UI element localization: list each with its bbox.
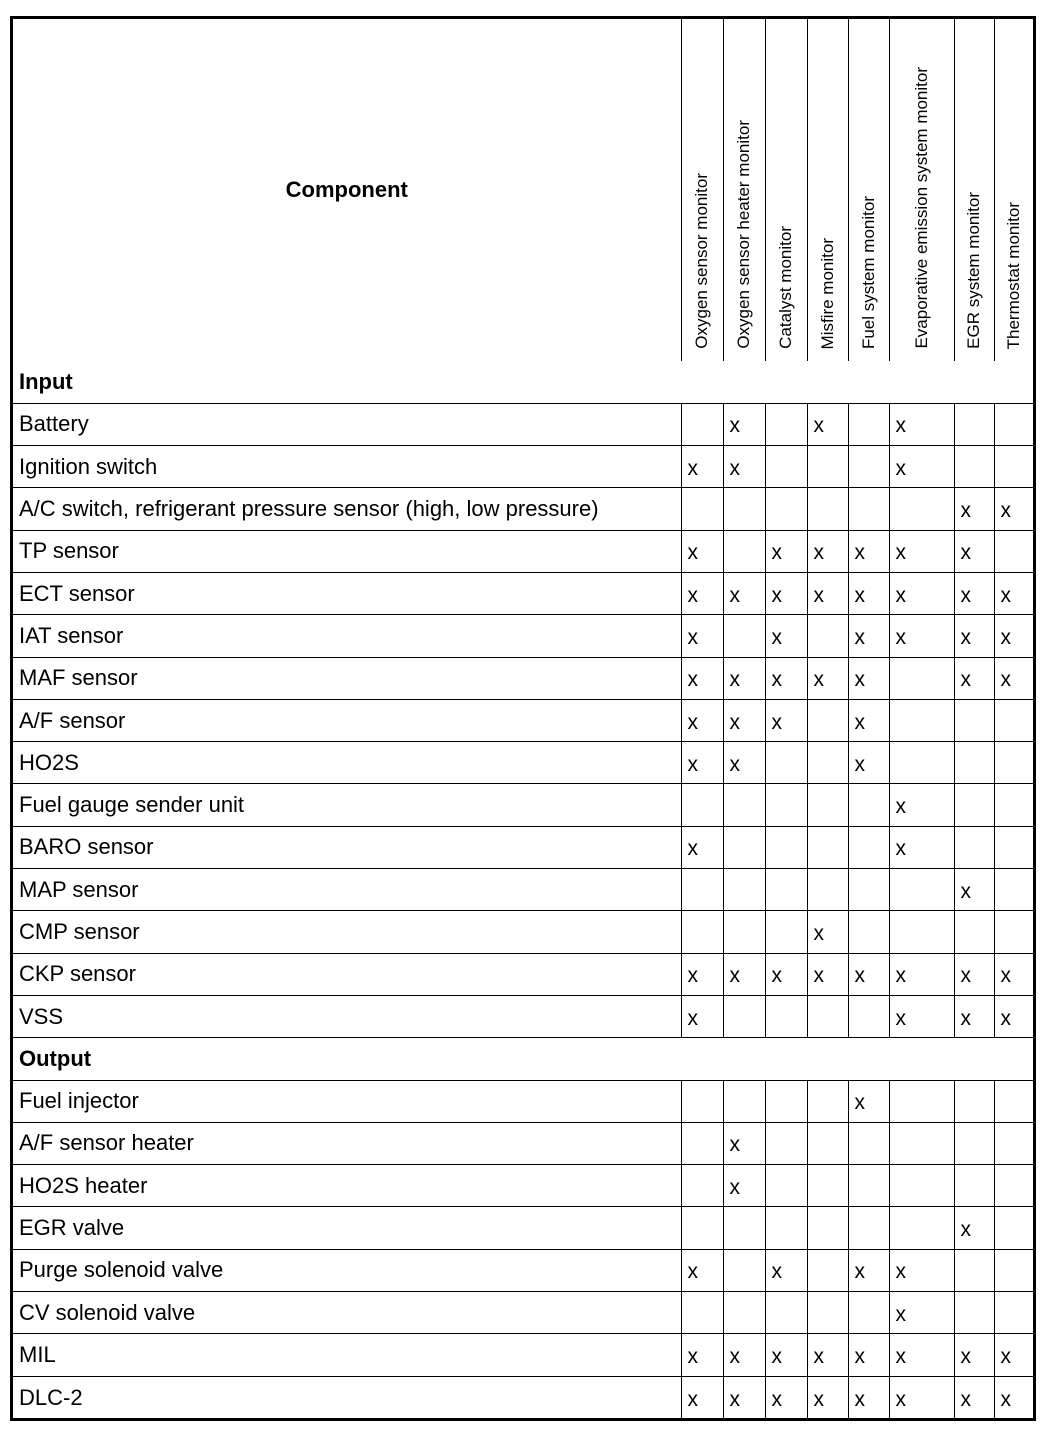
component-name: HO2S heater xyxy=(13,1165,681,1207)
mark-cell xyxy=(889,1165,954,1207)
mark-cell xyxy=(765,1080,807,1122)
mark-cell xyxy=(807,1165,848,1207)
mark-cell: x xyxy=(889,403,954,445)
mark-cell: x xyxy=(723,699,765,741)
mark-cell: x xyxy=(807,657,848,699)
mark-cell: x xyxy=(807,953,848,995)
monitor-header-label: Oxygen sensor heater monitor xyxy=(734,120,753,349)
component-name: Purge solenoid valve xyxy=(13,1249,681,1291)
component-name: HO2S xyxy=(13,742,681,784)
mark-cell: x xyxy=(954,488,994,530)
mark-cell xyxy=(807,869,848,911)
mark-cell xyxy=(994,699,1033,741)
table-row xyxy=(13,446,1033,488)
monitor-component-table xyxy=(13,19,1033,1418)
mark-cell xyxy=(889,911,954,953)
mark-cell: x xyxy=(889,615,954,657)
mark-cell xyxy=(807,1080,848,1122)
monitor-header-label: Oxygen sensor monitor xyxy=(692,173,711,349)
mark-cell xyxy=(765,995,807,1037)
monitor-header-label: EGR system monitor xyxy=(964,192,983,349)
table-body xyxy=(13,361,1033,1418)
component-name: DLC-2 xyxy=(13,1376,681,1418)
mark-cell xyxy=(994,826,1033,868)
mark-cell: x xyxy=(681,953,723,995)
mark-cell: x xyxy=(994,953,1033,995)
mark-cell xyxy=(954,1122,994,1164)
mark-cell xyxy=(994,1122,1033,1164)
table-row xyxy=(13,1122,1033,1164)
header-row xyxy=(13,19,1033,361)
mark-cell xyxy=(807,446,848,488)
table-row xyxy=(13,826,1033,868)
mark-cell xyxy=(848,869,889,911)
mark-cell xyxy=(848,446,889,488)
section-label: Output xyxy=(13,1038,1033,1080)
mark-cell: x xyxy=(889,953,954,995)
component-name: MIL xyxy=(13,1334,681,1376)
mark-cell xyxy=(889,869,954,911)
table-row xyxy=(13,699,1033,741)
mark-cell xyxy=(954,1292,994,1334)
mark-cell: x xyxy=(723,742,765,784)
mark-cell xyxy=(994,911,1033,953)
mark-cell xyxy=(807,615,848,657)
mark-cell xyxy=(765,488,807,530)
table-row xyxy=(13,657,1033,699)
mark-cell: x xyxy=(954,869,994,911)
mark-cell xyxy=(807,488,848,530)
mark-cell xyxy=(994,784,1033,826)
table-row xyxy=(13,911,1033,953)
monitor-header xyxy=(765,19,807,361)
mark-cell: x xyxy=(889,1376,954,1418)
section-row-input xyxy=(13,361,1033,403)
mark-cell xyxy=(994,869,1033,911)
mark-cell: x xyxy=(848,1334,889,1376)
mark-cell xyxy=(681,488,723,530)
component-header: Component xyxy=(13,19,681,361)
mark-cell xyxy=(848,403,889,445)
mark-cell xyxy=(723,784,765,826)
mark-cell xyxy=(723,869,765,911)
mark-cell xyxy=(765,911,807,953)
mark-cell xyxy=(807,784,848,826)
mark-cell: x xyxy=(681,699,723,741)
mark-cell: x xyxy=(765,657,807,699)
monitor-header-label: Misfire monitor xyxy=(817,237,837,349)
mark-cell xyxy=(681,403,723,445)
table-row xyxy=(13,1376,1033,1418)
mark-cell: x xyxy=(681,657,723,699)
mark-cell xyxy=(807,1207,848,1249)
component-name: CV solenoid valve xyxy=(13,1292,681,1334)
mark-cell xyxy=(765,1292,807,1334)
component-name: TP sensor xyxy=(13,530,681,572)
mark-cell: x xyxy=(723,657,765,699)
table-row xyxy=(13,1249,1033,1291)
component-name: VSS xyxy=(13,995,681,1037)
monitor-header xyxy=(681,19,723,361)
mark-cell xyxy=(681,1122,723,1164)
mark-cell: x xyxy=(681,530,723,572)
mark-cell: x xyxy=(681,742,723,784)
component-name: MAF sensor xyxy=(13,657,681,699)
mark-cell: x xyxy=(723,1122,765,1164)
mark-cell xyxy=(994,1207,1033,1249)
mark-cell xyxy=(889,742,954,784)
mark-cell: x xyxy=(848,742,889,784)
monitor-header xyxy=(954,19,994,361)
mark-cell: x xyxy=(765,953,807,995)
table-row xyxy=(13,784,1033,826)
mark-cell: x xyxy=(681,995,723,1037)
component-name: Battery xyxy=(13,403,681,445)
mark-cell: x xyxy=(807,530,848,572)
table-row xyxy=(13,572,1033,614)
mark-cell xyxy=(848,826,889,868)
table-row xyxy=(13,615,1033,657)
mark-cell xyxy=(848,911,889,953)
mark-cell: x xyxy=(723,1376,765,1418)
mark-cell: x xyxy=(994,1334,1033,1376)
mark-cell xyxy=(954,911,994,953)
table-row xyxy=(13,1334,1033,1376)
table-row xyxy=(13,530,1033,572)
mark-cell: x xyxy=(765,1376,807,1418)
mark-cell: x xyxy=(765,1334,807,1376)
mark-cell xyxy=(848,995,889,1037)
mark-cell xyxy=(681,1080,723,1122)
table-row xyxy=(13,1207,1033,1249)
mark-cell xyxy=(994,1080,1033,1122)
mark-cell xyxy=(994,1292,1033,1334)
mark-cell: x xyxy=(681,446,723,488)
mark-cell: x xyxy=(848,530,889,572)
mark-cell xyxy=(807,1292,848,1334)
mark-cell xyxy=(723,1080,765,1122)
mark-cell xyxy=(848,1122,889,1164)
mark-cell xyxy=(889,1122,954,1164)
mark-cell xyxy=(954,742,994,784)
component-name: A/C switch, refrigerant pressure sensor (high, low pressure) xyxy=(13,488,681,530)
mark-cell: x xyxy=(889,1292,954,1334)
mark-cell: x xyxy=(889,1334,954,1376)
table-row xyxy=(13,869,1033,911)
mark-cell: x xyxy=(765,572,807,614)
mark-cell xyxy=(954,1080,994,1122)
mark-cell: x xyxy=(807,1334,848,1376)
mark-cell: x xyxy=(954,615,994,657)
table-row xyxy=(13,742,1033,784)
component-name: Ignition switch xyxy=(13,446,681,488)
mark-cell: x xyxy=(994,657,1033,699)
mark-cell: x xyxy=(994,995,1033,1037)
mark-cell xyxy=(848,1292,889,1334)
table-row xyxy=(13,1165,1033,1207)
mark-cell xyxy=(723,1249,765,1291)
mark-cell xyxy=(807,1122,848,1164)
mark-cell: x xyxy=(723,572,765,614)
mark-cell xyxy=(994,1165,1033,1207)
monitor-header-label: Catalyst monitor xyxy=(776,226,795,349)
monitor-header-label: Fuel system monitor xyxy=(858,195,878,349)
component-name: CMP sensor xyxy=(13,911,681,953)
mark-cell: x xyxy=(994,615,1033,657)
component-name: ECT sensor xyxy=(13,572,681,614)
mark-cell: x xyxy=(681,826,723,868)
mark-cell: x xyxy=(848,657,889,699)
component-name: EGR valve xyxy=(13,1207,681,1249)
mark-cell: x xyxy=(681,1334,723,1376)
mark-cell: x xyxy=(723,403,765,445)
component-name: CKP sensor xyxy=(13,953,681,995)
mark-cell: x xyxy=(848,953,889,995)
mark-cell: x xyxy=(954,995,994,1037)
mark-cell xyxy=(681,1292,723,1334)
mark-cell xyxy=(889,657,954,699)
mark-cell xyxy=(994,403,1033,445)
mark-cell xyxy=(681,784,723,826)
mark-cell xyxy=(889,699,954,741)
mark-cell: x xyxy=(848,1080,889,1122)
monitor-header xyxy=(807,19,848,361)
section-row-output xyxy=(13,1038,1033,1080)
mark-cell xyxy=(807,826,848,868)
mark-cell xyxy=(954,1249,994,1291)
mark-cell: x xyxy=(994,488,1033,530)
mark-cell xyxy=(723,826,765,868)
mark-cell: x xyxy=(765,530,807,572)
mark-cell xyxy=(681,911,723,953)
mark-cell xyxy=(681,1207,723,1249)
mark-cell: x xyxy=(994,572,1033,614)
mark-cell xyxy=(765,1207,807,1249)
mark-cell xyxy=(848,1207,889,1249)
mark-cell: x xyxy=(954,1334,994,1376)
mark-cell: x xyxy=(848,699,889,741)
mark-cell: x xyxy=(723,1334,765,1376)
mark-cell: x xyxy=(889,995,954,1037)
mark-cell: x xyxy=(723,953,765,995)
mark-cell xyxy=(723,615,765,657)
mark-cell xyxy=(889,488,954,530)
mark-cell xyxy=(723,1292,765,1334)
monitor-header xyxy=(848,19,889,361)
mark-cell xyxy=(954,826,994,868)
mark-cell: x xyxy=(848,1249,889,1291)
table-row xyxy=(13,1292,1033,1334)
mark-cell xyxy=(723,911,765,953)
mark-cell xyxy=(848,1165,889,1207)
mark-cell: x xyxy=(681,572,723,614)
monitor-header xyxy=(889,19,954,361)
mark-cell xyxy=(681,869,723,911)
component-name: MAP sensor xyxy=(13,869,681,911)
mark-cell: x xyxy=(954,572,994,614)
mark-cell: x xyxy=(848,572,889,614)
mark-cell xyxy=(723,995,765,1037)
mark-cell: x xyxy=(765,699,807,741)
mark-cell xyxy=(765,1165,807,1207)
mark-cell: x xyxy=(848,615,889,657)
mark-cell: x xyxy=(954,657,994,699)
mark-cell xyxy=(681,1165,723,1207)
monitor-header-label: Evaporative emission system monitor xyxy=(911,67,931,349)
component-name: BARO sensor xyxy=(13,826,681,868)
mark-cell: x xyxy=(954,953,994,995)
mark-cell: x xyxy=(954,1207,994,1249)
table-row xyxy=(13,488,1033,530)
mark-cell: x xyxy=(994,1376,1033,1418)
section-label: Input xyxy=(13,361,1033,403)
component-name: IAT sensor xyxy=(13,615,681,657)
mark-cell: x xyxy=(723,446,765,488)
mark-cell: x xyxy=(807,572,848,614)
mark-cell: x xyxy=(889,1249,954,1291)
mark-cell: x xyxy=(889,784,954,826)
mark-cell xyxy=(889,1207,954,1249)
table-row xyxy=(13,995,1033,1037)
mark-cell: x xyxy=(848,1376,889,1418)
monitor-header xyxy=(994,19,1033,361)
table-row xyxy=(13,403,1033,445)
mark-cell xyxy=(807,699,848,741)
table-row xyxy=(13,953,1033,995)
mark-cell xyxy=(765,784,807,826)
mark-cell xyxy=(765,742,807,784)
mark-cell xyxy=(807,995,848,1037)
mark-cell xyxy=(994,1249,1033,1291)
mark-cell: x xyxy=(807,1376,848,1418)
mark-cell: x xyxy=(889,446,954,488)
mark-cell xyxy=(765,1122,807,1164)
monitor-header xyxy=(723,19,765,361)
mark-cell xyxy=(954,1165,994,1207)
mark-cell xyxy=(848,784,889,826)
mark-cell xyxy=(954,403,994,445)
mark-cell: x xyxy=(889,572,954,614)
mark-cell xyxy=(807,1249,848,1291)
component-name: A/F sensor heater xyxy=(13,1122,681,1164)
mark-cell xyxy=(848,488,889,530)
mark-cell: x xyxy=(681,615,723,657)
mark-cell: x xyxy=(954,530,994,572)
mark-cell: x xyxy=(807,911,848,953)
component-name: Fuel gauge sender unit xyxy=(13,784,681,826)
mark-cell xyxy=(994,742,1033,784)
mark-cell xyxy=(994,530,1033,572)
mark-cell: x xyxy=(954,1376,994,1418)
mark-cell xyxy=(765,446,807,488)
mark-cell xyxy=(765,869,807,911)
mark-cell xyxy=(765,403,807,445)
mark-cell xyxy=(954,446,994,488)
mark-cell xyxy=(807,742,848,784)
mark-cell: x xyxy=(889,530,954,572)
mark-cell xyxy=(723,530,765,572)
mark-cell: x xyxy=(765,1249,807,1291)
table-row xyxy=(13,1080,1033,1122)
mark-cell: x xyxy=(681,1249,723,1291)
monitor-header-label: Thermostat monitor xyxy=(1003,201,1023,349)
table-frame xyxy=(10,16,1036,1421)
component-name: Fuel injector xyxy=(13,1080,681,1122)
component-name: A/F sensor xyxy=(13,699,681,741)
mark-cell xyxy=(723,488,765,530)
mark-cell xyxy=(954,784,994,826)
mark-cell xyxy=(765,826,807,868)
mark-cell: x xyxy=(807,403,848,445)
mark-cell xyxy=(994,446,1033,488)
mark-cell: x xyxy=(723,1165,765,1207)
mark-cell xyxy=(889,1080,954,1122)
mark-cell xyxy=(954,699,994,741)
mark-cell: x xyxy=(889,826,954,868)
mark-cell: x xyxy=(681,1376,723,1418)
mark-cell xyxy=(723,1207,765,1249)
mark-cell: x xyxy=(765,615,807,657)
